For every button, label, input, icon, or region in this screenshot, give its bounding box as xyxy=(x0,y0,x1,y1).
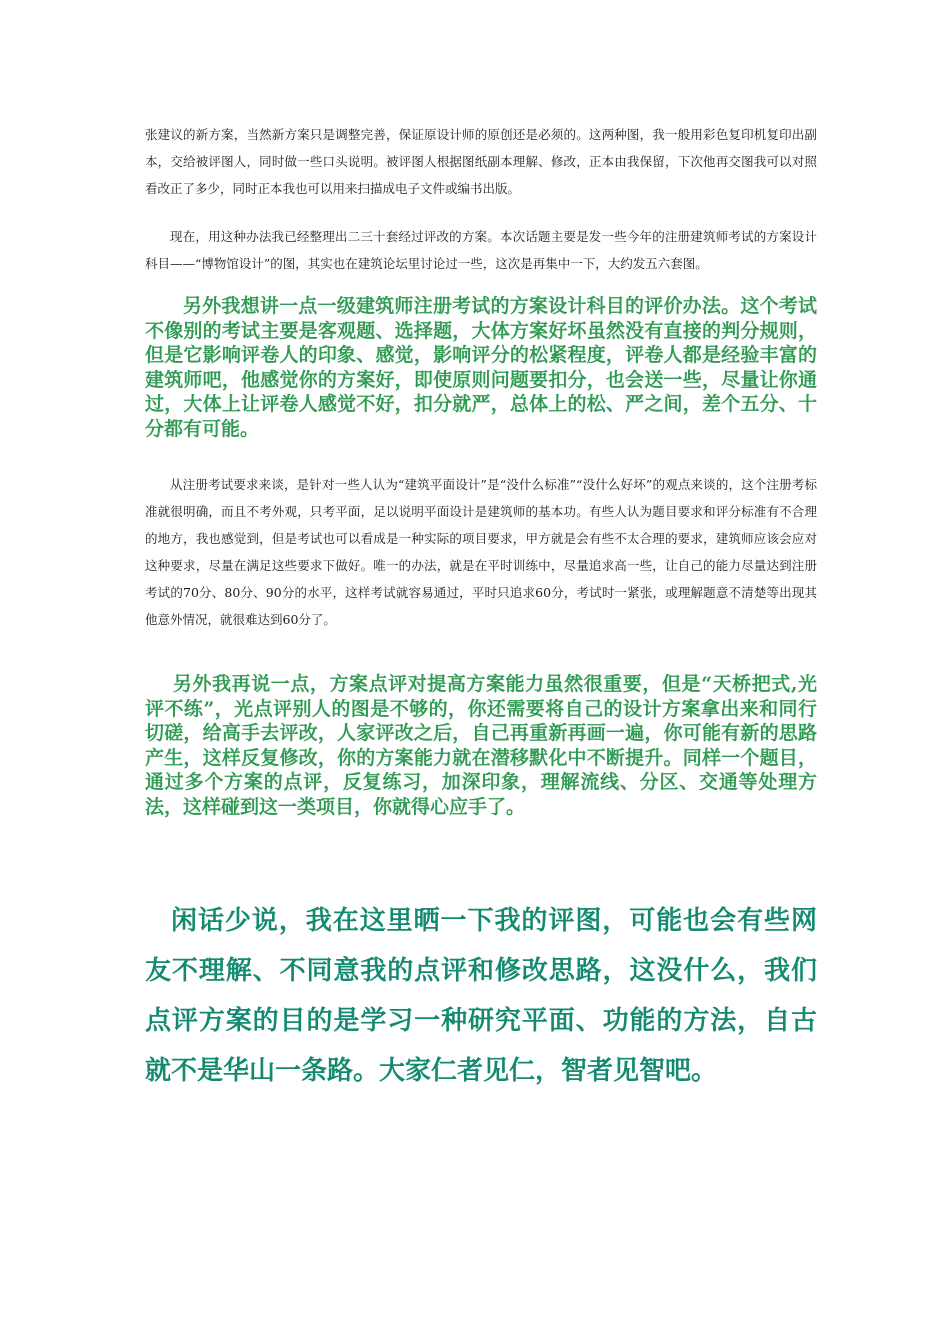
paragraph-closing-remarks: 闲话少说，我在这里晒一下我的评图，可能也会有些网友不理解、不同意我的点评和修改思路，这没什么，我们点评方案的目的是学习一种研究平面、功能的方法，自古就不是华山一条路。大家仁者见仁，智者见智吧。 xyxy=(145,906,817,1086)
paragraph-practice-advice: 另外我再说一点，方案点评对提高方案能力虽然很重要，但是“天桥把式,光评不练”，光点评别人的图是不够的，你还需要将自己的设计方案拿出来和同行切磋，给高手去评改，人家评改之后，自己再重新再画一遍，你可能有新的思路产生，这样反复修改，你的方案能力就在潜移默化中不断提升。同样一个题目，通过多个方案的点评，反复练习，加深印象，理解流线、分区、交通等处理方法，这样碰到这一类项目，你就得心应手了。 xyxy=(145,673,817,818)
paragraph-continuation: 张建议的新方案，当然新方案只是调整完善，保证原设计师的原创还是必须的。这两种图，我一般用彩色复印机复印出副本，交给被评图人，同时做一些口头说明。被评图人根据图纸副本理解、修改，正本由我保留，下次他再交图我可以对照看改正了多少，同时正本我也可以用来扫描成电子文件或编书出版。 xyxy=(145,127,817,196)
paragraph-exam-evaluation: 另外我想讲一点一级建筑师注册考试的方案设计科目的评价办法。这个考试不像别的考试主要是客观题、选择题，大体方案好坏虽然没有直接的判分规则，但是它影响评卷人的印象、感觉，影响评分的松紧程度，评卷人都是经验丰富的建筑师吧，他感觉你的方案好，即使原则问题要扣分，也会送一些，尽量让你通过，大体上让评卷人感觉不好，扣分就严，总体上的松、严之间，差个五分、十分都有可能。 xyxy=(145,295,817,440)
paragraph-method-summary: 现在，用这种办法我已经整理出二三十套经过评改的方案。本次话题主要是发一些今年的注册建筑师考试的方案设计科目——“博物馆设计”的图，其实也在建筑论坛里讨论过一些，这次是再集中一下，大约发五六套图。 xyxy=(145,229,817,271)
paragraph-exam-requirements: 从注册考试要求来谈，是针对一些人认为“建筑平面设计”是“没什么标准”“没什么好坏”的观点来谈的，这个注册考标准就很明确，而且不考外观，只考平面，足以说明平面设计是建筑师的基本功。有些人认为题目要求和评分标准有不合理的地方，我也感觉到，但是考试也可以看成是一种实际的项目要求，甲方就是会有些不太合理的要求，建筑师应该会应对这种要求，尽量在满足这些要求下做好。唯一的办法，就是在平时训练中，尽量追求高一些，让自己的能力尽量达到注册考试的70分、80分、90分的水平，这样考试就容易通过，平时只追求60分，考试时一紧张，或理解题意不清楚等出现其他意外情况，就很难达到60分了。 xyxy=(145,477,817,627)
